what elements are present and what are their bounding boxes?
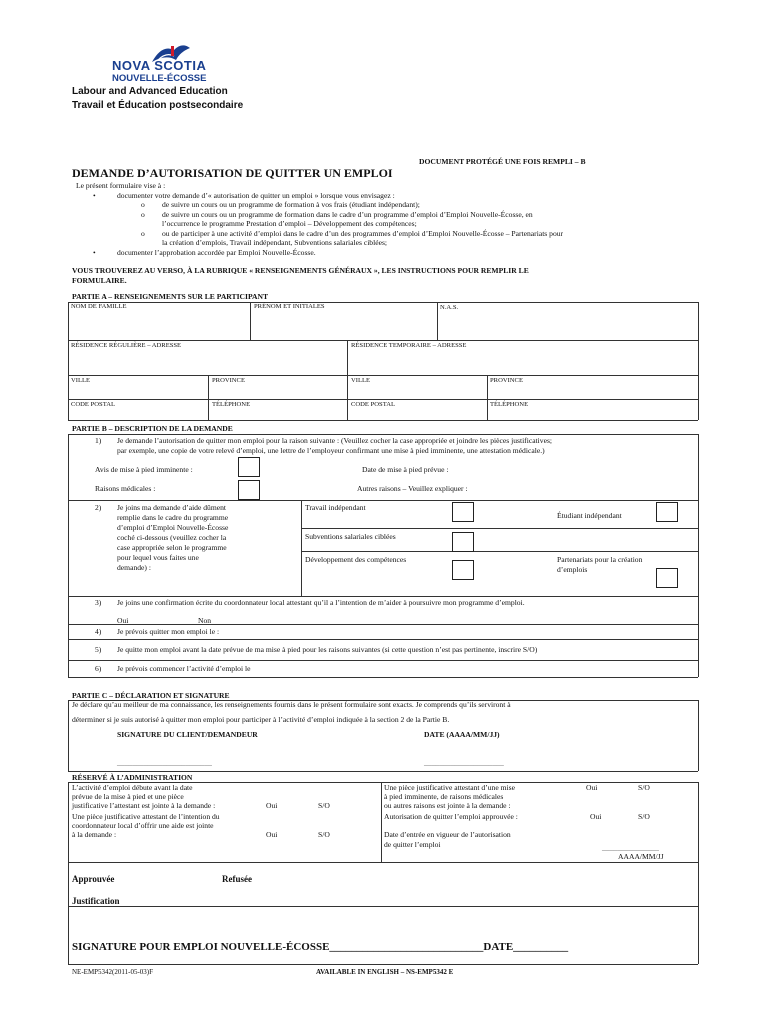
ville-temp-field[interactable] bbox=[348, 386, 486, 398]
bullet-marker: • bbox=[93, 248, 96, 257]
part-c-title: PARTIE C – DÉCLARATION ET SIGNATURE bbox=[72, 691, 230, 700]
raisons-medicales-checkbox[interactable] bbox=[238, 480, 260, 500]
nom-famille-label: NOM DE FAMILLE bbox=[71, 303, 127, 310]
date-mise-a-pied-label: Date de mise à pied prévue : bbox=[362, 465, 449, 474]
logo-nova-scotia: NOVA SCOTIA bbox=[112, 58, 207, 73]
form-title: DEMANDE D’AUTORISATION DE QUITTER UN EMPLOI bbox=[72, 166, 393, 180]
autres-raisons-label: Autres raisons – Veuillez expliquer : bbox=[357, 484, 468, 493]
intro-sub-3b: la création d’emplois, Travail indépendant, Subventions salariales ciblées; bbox=[162, 238, 388, 247]
admin-right-text: à pied imminente, de raisons médicales bbox=[384, 792, 504, 801]
admin-so-option[interactable]: S/O bbox=[318, 801, 330, 810]
intro-lead: Le présent formulaire vise à : bbox=[76, 181, 166, 190]
approuvee-label[interactable]: Approuvée bbox=[72, 874, 115, 884]
avis-mise-a-pied-label: Avis de mise à pied imminente : bbox=[95, 465, 193, 474]
question-2-line: case appropriée selon le programme bbox=[117, 543, 227, 552]
logo-nouvelle-ecosse: NOUVELLE-ÉCOSSE bbox=[112, 73, 207, 84]
code-postal-temp-label: CODE POSTAL bbox=[351, 401, 395, 408]
sub-marker: o bbox=[141, 200, 145, 209]
question-2-line: d’emploi d’Emploi Nouvelle-Écosse bbox=[117, 523, 229, 532]
admin-left-text: coordonnateur local d’offrir une aide est jointe bbox=[72, 821, 214, 830]
debut-activite-date-field[interactable] bbox=[262, 661, 695, 675]
code-postal-temp-field[interactable] bbox=[348, 409, 486, 419]
telephone-temp-field[interactable] bbox=[488, 409, 697, 419]
date-signature-label: DATE (AAAA/MM/JJ) bbox=[424, 730, 500, 739]
residence-reguliere-field[interactable] bbox=[69, 351, 346, 374]
declaration-text-2: déterminer si je suis autorisé à quitter mon emploi pour participer à l’activité d’emploi indiquée à la section 2 de la Partie B. bbox=[72, 715, 450, 724]
ville-temp-label: VILLE bbox=[351, 377, 371, 384]
nas-label: N.A.S. bbox=[440, 304, 459, 311]
partenariats-checkbox[interactable] bbox=[656, 568, 678, 588]
justification-label: Justification bbox=[72, 896, 120, 906]
code-postal-field[interactable] bbox=[69, 409, 207, 419]
residence-temporaire-field[interactable] bbox=[348, 351, 697, 374]
travail-independant-label: Travail indépendant bbox=[305, 503, 366, 512]
province-temp-label: PROVINCE bbox=[490, 377, 523, 384]
part-a-title: PARTIE A – RENSEIGNEMENTS SUR LE PARTICIPANT bbox=[72, 292, 269, 301]
signature-client-line[interactable]: _________________________ bbox=[117, 758, 212, 767]
admin-right-text: ou autres raisons est jointe à la demande : bbox=[384, 801, 511, 810]
question-2-line: pour lequel vous faites une bbox=[117, 553, 199, 562]
developpement-competences-label: Développement des compétences bbox=[305, 555, 407, 564]
intro-sub-2b: l’occurrence le programme Prestation d’emploi – Développement des compétences; bbox=[162, 219, 417, 228]
admin-right-text: de quitter l’emploi bbox=[384, 840, 441, 849]
intro-bullet-1: documenter votre demande d’« autorisation de quitter un emploi » lorsque vous envisagez : bbox=[117, 191, 395, 200]
dept-name-fr: Travail et Éducation postsecondaire bbox=[72, 100, 244, 111]
question-1-text-2: par exemple, une copie de votre relevé d’emploi, une lettre de l’employeur confirmant une mise à pied imminente, une attestation médicale.) bbox=[117, 446, 545, 455]
bullet-marker: • bbox=[93, 191, 96, 200]
intro-sub-3a: ou de participer à une activité d’emploi dans le cadre d’un des programmes d’emploi d’Emploi Nouvelle-Écosse – Partenariats pour bbox=[162, 229, 564, 238]
province-temp-field[interactable] bbox=[488, 386, 697, 398]
etudiant-independant-label: Étudiant indépendant bbox=[557, 511, 622, 520]
admin-left-text: prévue de la mise à pied et une pièce bbox=[72, 792, 184, 801]
admin-oui-option[interactable]: Oui bbox=[266, 830, 278, 839]
admin-date-line[interactable]: _______________ bbox=[602, 843, 659, 852]
question-2-number: 2) bbox=[95, 503, 102, 512]
admin-so-option[interactable]: S/O bbox=[318, 830, 330, 839]
residence-temporaire-label: RÉSIDENCE TEMPORAIRE – ADRESSE bbox=[351, 342, 467, 349]
sub-marker: o bbox=[141, 229, 145, 238]
instructions-notice: VOUS TROUVEREZ AU VERSO, À LA RUBRIQUE « RENSEIGNEMENTS GÉNÉRAUX », LES INSTRUCTIONS POUR REMPLIR LE bbox=[72, 266, 529, 275]
admin-title: RÉSERVÉ À L’ADMINISTRATION bbox=[72, 773, 193, 782]
question-6-text: Je prévois commencer l’activité d’emploi le bbox=[117, 664, 251, 673]
admin-left-text: L’activité d’emploi débute avant la date bbox=[72, 783, 193, 792]
instructions-notice-2: FORMULAIRE. bbox=[72, 276, 127, 285]
question-2-line: demande) : bbox=[117, 563, 151, 572]
subventions-salariales-checkbox[interactable] bbox=[452, 532, 474, 552]
sub-marker: o bbox=[141, 210, 145, 219]
question-4-text: Je prévois quitter mon emploi le : bbox=[117, 627, 220, 636]
protected-notice: DOCUMENT PROTÉGÉ UNE FOIS REMPLI – B bbox=[419, 157, 586, 166]
question-2-line: coché ci-dessous (veuillez cocher la bbox=[117, 533, 227, 542]
telephone-label: TÉLÉPHONE bbox=[212, 401, 251, 408]
province-label: PROVINCE bbox=[212, 377, 245, 384]
question-5-text: Je quitte mon emploi avant la date prévue de ma mise à pied pour les raisons suivantes (si cette question n’est pas pertinente, inscrire S/O) bbox=[117, 645, 538, 654]
province-field[interactable] bbox=[209, 386, 346, 398]
question-3-number: 3) bbox=[95, 598, 102, 607]
nas-field[interactable] bbox=[438, 312, 697, 339]
non-option[interactable]: Non bbox=[198, 616, 212, 625]
intro-sub-2a: de suivre un cours ou un programme de formation dans le cadre d’un programme d’emploi d’Emploi Nouvelle-Écosse, en bbox=[162, 210, 533, 219]
telephone-temp-label: TÉLÉPHONE bbox=[490, 401, 529, 408]
ville-label: VILLE bbox=[71, 377, 91, 384]
question-1-text: Je demande l’autorisation de quitter mon emploi pour la raison suivante : (Veuillez cocher la case appropriée et joindre les pièces justificatives; bbox=[117, 436, 553, 445]
travail-independant-checkbox[interactable] bbox=[452, 502, 474, 522]
date-signature-line[interactable]: _____________________ bbox=[424, 758, 504, 767]
prenom-label: PRÉNOM ET INITIALES bbox=[254, 303, 325, 310]
code-postal-label: CODE POSTAL bbox=[71, 401, 115, 408]
declaration-text: Je déclare qu’au meilleur de ma connaissance, les renseignements fournis dans le présent formulaire sont exacts. Je comprends qu’ils serviront à bbox=[72, 700, 511, 709]
question-6-number: 6) bbox=[95, 664, 102, 673]
quitter-emploi-date-field[interactable] bbox=[255, 625, 695, 638]
available-in-english: AVAILABLE IN ENGLISH – NS-EMP5342 E bbox=[316, 968, 454, 976]
admin-right-text: Autorisation de quitter l’emploi approuvée : bbox=[384, 812, 518, 821]
admin-oui-option[interactable]: Oui bbox=[266, 801, 278, 810]
question-2-line: remplie dans le cadre du programme bbox=[117, 513, 229, 522]
question-4-number: 4) bbox=[95, 627, 102, 636]
oui-option[interactable]: Oui bbox=[117, 616, 129, 625]
intro-sub-1: de suivre un cours ou un programme de formation à vos frais (étudiant indépendant); bbox=[162, 200, 420, 209]
raisons-medicales-label: Raisons médicales : bbox=[95, 484, 156, 493]
admin-so-option[interactable]: S/O bbox=[638, 783, 650, 792]
autres-raisons-field[interactable] bbox=[510, 478, 690, 492]
question-2-line: Je joins ma demande d’aide dûment bbox=[117, 503, 227, 512]
partenariats-label: Partenariats pour la création bbox=[557, 555, 643, 564]
prenom-field[interactable] bbox=[251, 312, 436, 339]
admin-left-text: justificative l’attestant est jointe à la demande : bbox=[72, 801, 216, 810]
developpement-competences-checkbox[interactable] bbox=[452, 560, 474, 580]
admin-right-text: Une pièce justificative attestant d’une mise bbox=[384, 783, 515, 792]
telephone-field[interactable] bbox=[209, 409, 346, 419]
form-code: NE-EMP5342(2011-05-03)F bbox=[72, 968, 154, 976]
ville-field[interactable] bbox=[69, 386, 207, 398]
residence-reguliere-label: RÉSIDENCE RÉGULIÈRE – ADRESSE bbox=[71, 342, 182, 349]
admin-right-text: Date d’entrée en vigueur de l’autorisation bbox=[384, 830, 511, 839]
question-5-number: 5) bbox=[95, 645, 102, 654]
justification-field[interactable] bbox=[69, 907, 697, 963]
nom-famille-field[interactable] bbox=[69, 312, 249, 339]
admin-oui-option[interactable]: Oui bbox=[590, 812, 602, 821]
admin-oui-option[interactable]: Oui bbox=[586, 783, 598, 792]
etudiant-independant-checkbox[interactable] bbox=[656, 502, 678, 522]
partenariats-label-2: d’emplois bbox=[557, 565, 588, 574]
admin-left-text: à la demande : bbox=[72, 830, 117, 839]
admin-date-format: AAAA/MM/JJ bbox=[618, 852, 664, 861]
dept-name-en: Labour and Advanced Education bbox=[72, 86, 228, 97]
date-mise-a-pied-field[interactable] bbox=[480, 460, 690, 474]
refusee-label[interactable]: Refusée bbox=[222, 874, 252, 884]
admin-so-option[interactable]: S/O bbox=[638, 812, 650, 821]
subventions-salariales-label: Subventions salariales ciblées bbox=[305, 532, 396, 541]
signature-emploi-ne[interactable]: SIGNATURE POUR EMPLOI NOUVELLE-ÉCOSSE____________________________DATE__________ bbox=[72, 941, 569, 953]
avis-mise-a-pied-checkbox[interactable] bbox=[238, 457, 260, 477]
part-b-title: PARTIE B – DESCRIPTION DE LA DEMANDE bbox=[72, 424, 233, 433]
question-3-text: Je joins une confirmation écrite du coordonnateur local attestant qu’il a l’intention de m’aider à poursuivre mon programme d’emploi. bbox=[117, 598, 525, 607]
question-1-number: 1) bbox=[95, 436, 102, 445]
admin-left-text: Une pièce justificative attestant de l’intention du bbox=[72, 812, 220, 821]
question-2-text bbox=[117, 503, 297, 573]
signature-client-label: SIGNATURE DU CLIENT/DEMANDEUR bbox=[117, 730, 258, 739]
intro-bullet-2: documenter l’approbation accordée par Emploi Nouvelle-Écosse. bbox=[117, 248, 316, 257]
